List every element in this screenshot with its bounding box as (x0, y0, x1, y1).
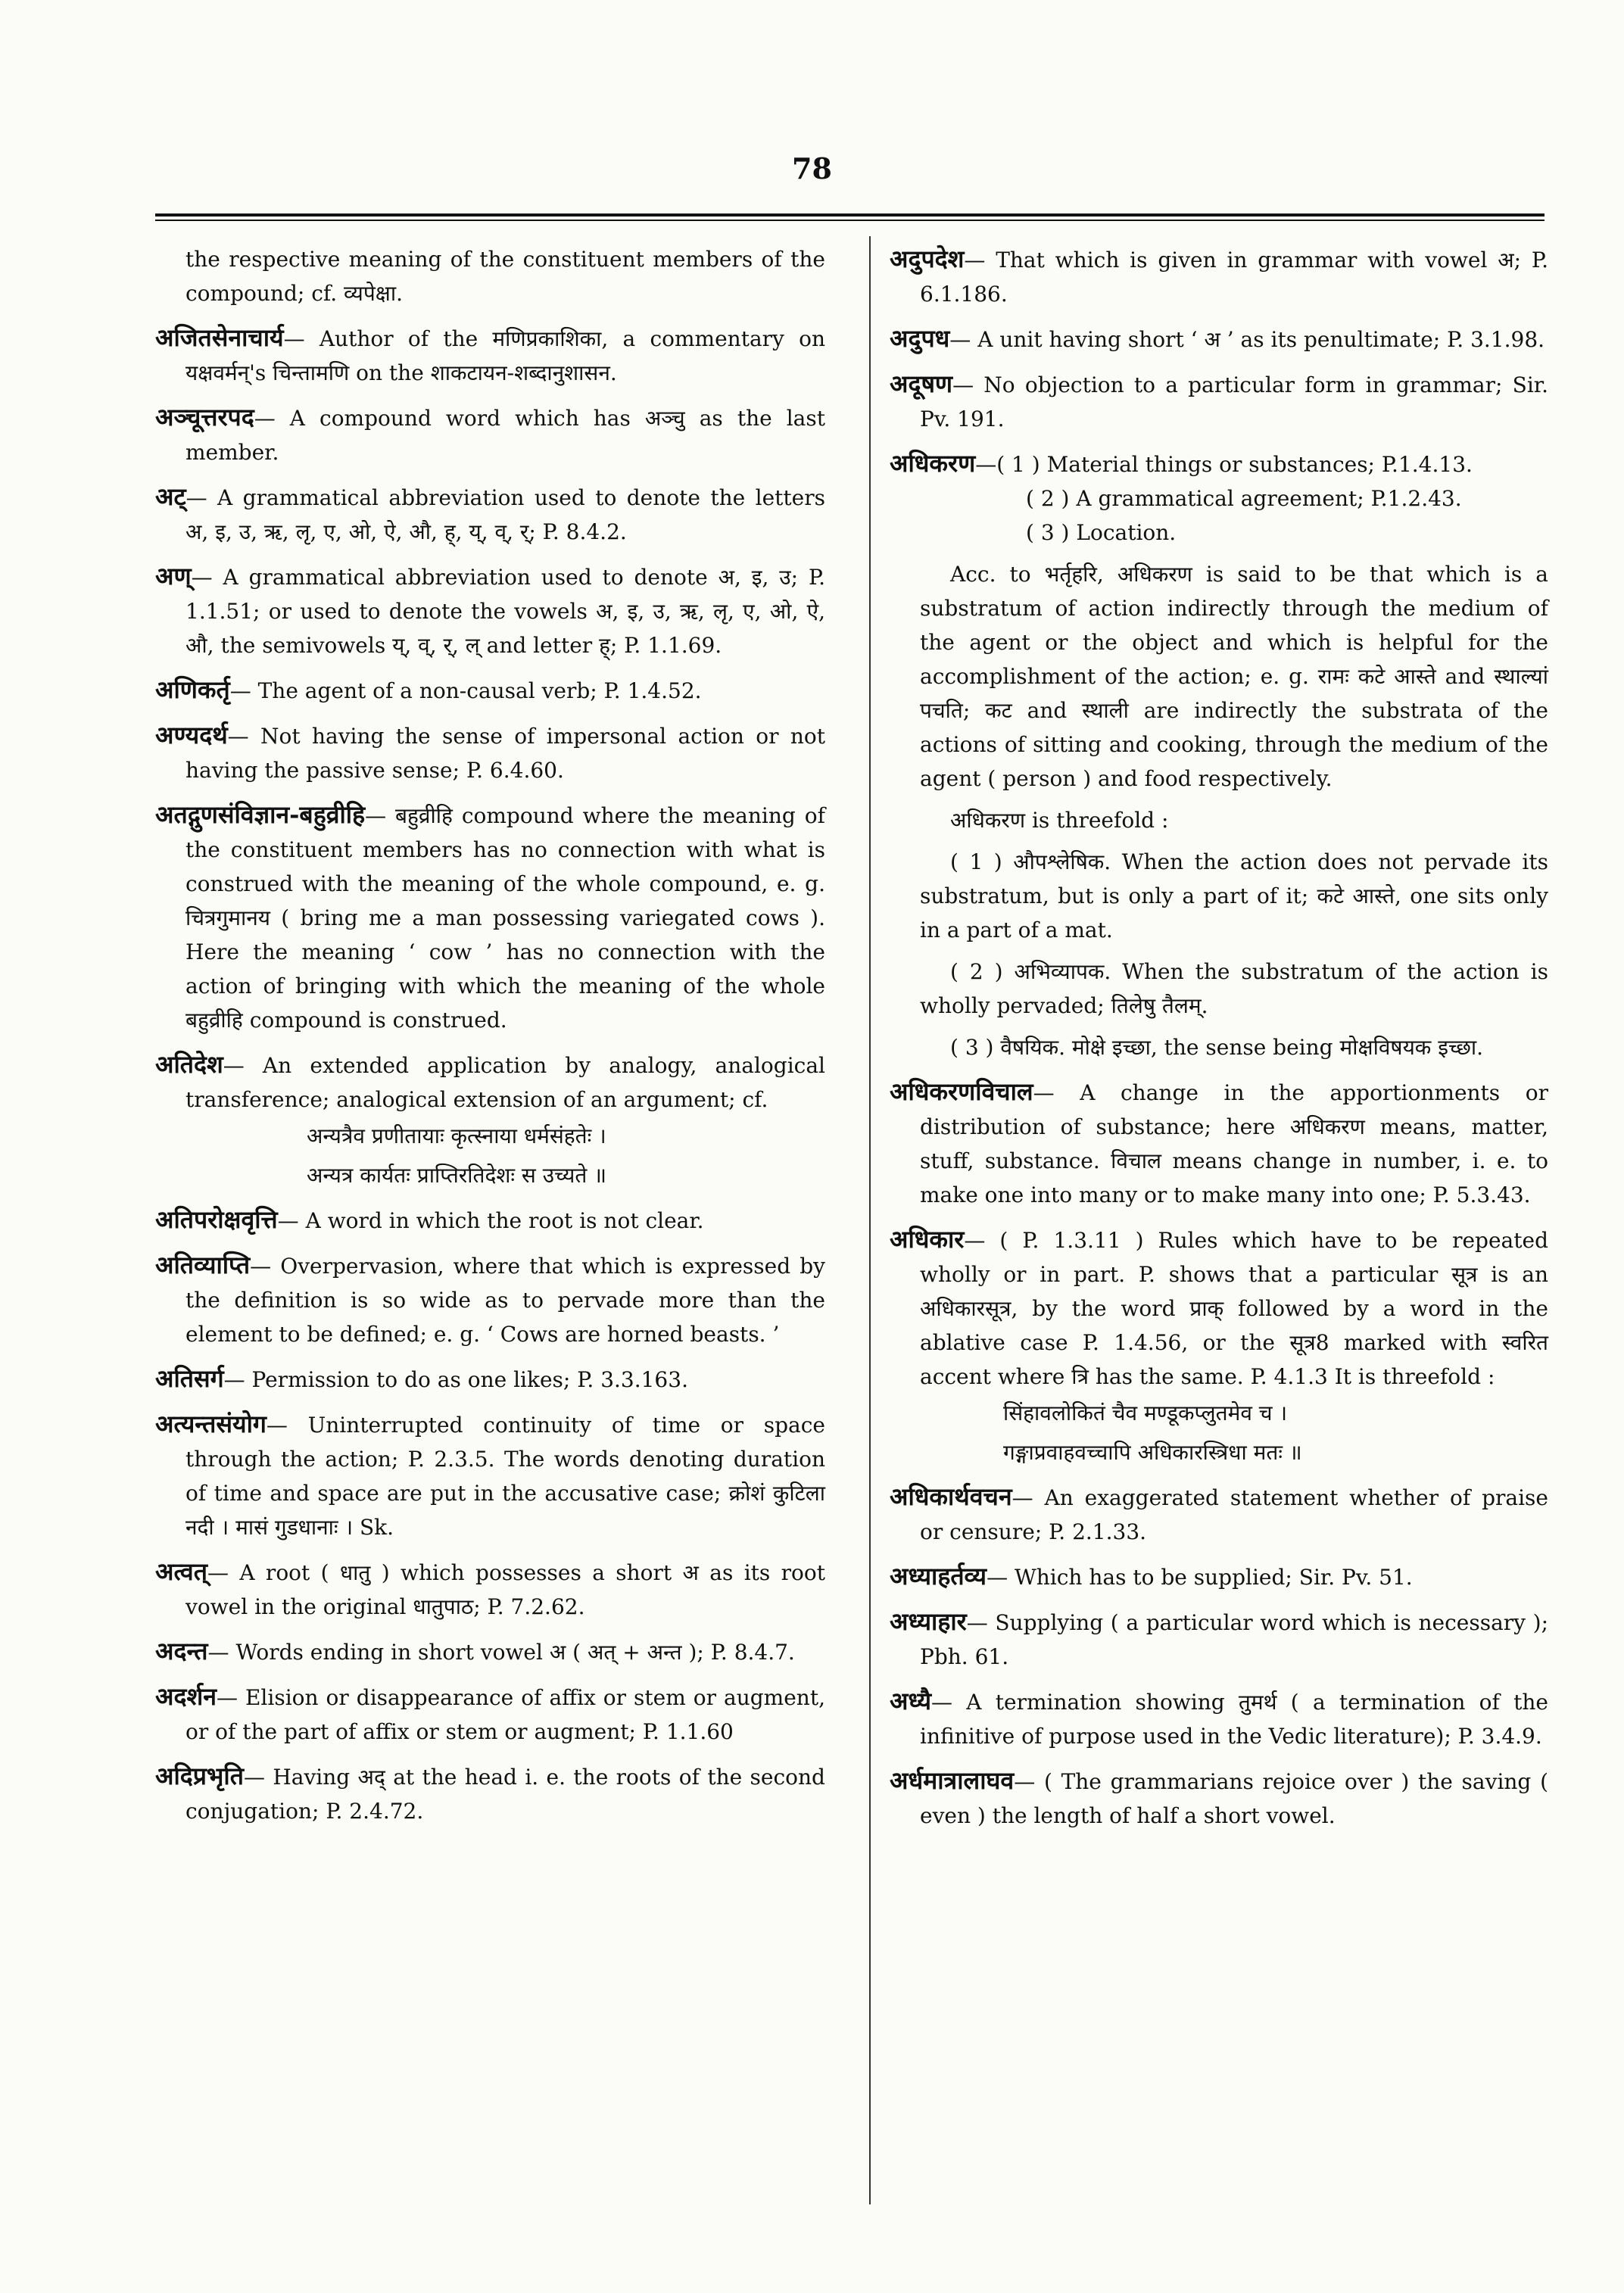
entry-text: An extended application by analogy, analogical transference; analogical extension of an argument; cf. (185, 1053, 825, 1112)
entry-text: No objection to a particular form in grammar; Sir. Pv. 191. (920, 372, 1548, 431)
verse-line: अन्यत्रैव प्रणीतायाः कृत्स्नाया धर्मसंहतेः । (307, 1123, 606, 1148)
headword: अतिदेश (155, 1050, 223, 1079)
headword: अदूषण (890, 369, 953, 398)
headword: अदन्त (155, 1637, 208, 1665)
entry-text: बहुव्रीहि compound where the meaning of the constituent members has no connection with what is construed with the meaning of the whole compound, e. g. चित्रगुमानय ( bring me a man possessing variegated cows ). Here the meaning ‘ cow ’ has no connection with the action of bringing with which the meaning of the whole बहुव्रीहि compound is construed. (185, 803, 825, 1033)
entry-text: Words ending in short vowel अ ( अत् + अन्त ); P. 8.4.7. (235, 1640, 795, 1665)
headword: अतिसर्ग (155, 1364, 224, 1393)
entry-text: Author of the मणिप्रकाशिका, a commentary on यक्षवर्मन्'s चिन्तामणि on the शाकटायन-शब्दानुशासन. (185, 326, 825, 385)
dictionary-entry: अट्— A grammatical abbreviation used to denote the letters अ, इ, उ, ऋ, लृ, ए, ओ, ऐ, औ, ह्, य्, व्, र्; P. 8.4.2. (155, 482, 825, 544)
entry-paragraph: Acc. to भर्तृहरि, अधिकरण is said to be that which is a substratum of action indirectly through the medium of the agent or the object and which is helpful for the accomplishment of the action; e. g. रामः कटे आस्ते and स्थाल्यां पचति; कट and स्थाली are indirectly the substrata of the actions of sitting and cooking, through the medium of the agent ( person ) and food respectively. (920, 562, 1548, 791)
dictionary-entry-adhikarana (890, 447, 1548, 1064)
dictionary-entry: अतद्गुणसंविज्ञान-बहुव्रीहि— बहुव्रीहि compound where the meaning of the constituent members has no connection with what is construed with the meaning of the whole compound, e. g. चित्रगुमानय ( bring me a man possessing variegated cows ). Here the meaning ‘ cow ’ has no connection with the action of bringing with which the meaning of the whole बहुव्रीहि compound is construed. (155, 800, 825, 1033)
entry-text: Having अद् at the head i. e. the roots of the second conjugation; P. 2.4.72. (185, 1765, 825, 1824)
sense-line: ( 3 ) Location. (1026, 520, 1177, 545)
dictionary-entry: अधिकरणविचाल— A change in the apportionments or distribution of substance; here अधिकरण means, matter, stuff, substance. विचाल means change in number, i. e. to make one into many or to make many into one; P. 5.3.43. (890, 1077, 1549, 1207)
entry-text: An exaggerated statement whether of praise or censure; P. 2.1.33. (920, 1485, 1548, 1544)
headword: अजितसेनाचार्य (155, 323, 284, 352)
dictionary-entry: अञ्चूत्तरपद— A compound word which has अञ्चु as the last member. (155, 403, 825, 465)
dictionary-entry: अत्यन्तसंयोग— Uninterrupted continuity of time or space through the action; P. 2.3.5. The words denoting duration of time and space are put in the accusative case; क्रोशं कुटिला नदी । मासं गुडधानाः । Sk. (155, 1410, 825, 1540)
entry-text: A unit having short ‘ अ ’ as its penultimate; P. 3.1.98. (977, 327, 1545, 352)
headword: अधिकरणविचाल (890, 1077, 1033, 1106)
dictionary-entry: अदन्त— Words ending in short vowel अ ( अत् + अन्त ); P. 8.4.7. (155, 1637, 795, 1665)
dictionary-entry: अध्यै— A termination showing तुमर्थ ( a termination of the infinitive of purpose used in the Vedic literature); P. 3.4.9. (890, 1687, 1548, 1749)
entry-paragraph: ( 2 ) अभिव्यापक. When the substratum of the action is wholly pervaded; तिलेषु तैलम्. (920, 959, 1548, 1018)
headword: अण् (155, 562, 192, 590)
sense-line: ( 1 ) Material things or substances; P.1.4.13. (996, 452, 1473, 477)
dictionary-entry: अध्याहर्तव्य— Which has to be supplied; Sir. Pv. 51. (890, 1562, 1413, 1590)
dictionary-entry: अणिकर्तृ— The agent of a non-causal verb; P. 1.4.52. (155, 675, 702, 704)
dictionary-entry: अजितसेनाचार्य— Author of the मणिप्रकाशिका, a commentary on यक्षवर्मन्'s चिन्तामणि on the शाकटायन-शब्दानुशासन. (155, 323, 825, 385)
headword: अत्वत् (155, 1557, 207, 1586)
entry-text: The agent of a non-causal verb; P. 1.4.52. (257, 678, 702, 703)
headword: अध्यै (890, 1687, 932, 1715)
dictionary-entry: अण्यदर्थ— Not having the sense of impersonal action or not having the passive sense; P. 6.4.60. (155, 721, 825, 783)
headword: अधिकरण (890, 449, 976, 478)
entry-text: A root ( धातु ) which possesses a short अ as its root vowel in the original धातुपाठ; P. 7.2.62. (185, 1560, 825, 1619)
entry-paragraph: अधिकरण is threefold : (950, 808, 1169, 833)
dictionary-entry: अर्धमात्रालाघव— ( The grammarians rejoice over ) the saving ( even ) the length of half a short vowel. (890, 1766, 1549, 1828)
entry-text: Which has to be supplied; Sir. Pv. 51. (1014, 1565, 1413, 1590)
entry-paragraph: ( 1 ) औपश्लेषिक. When the action does not pervade its substratum, but is only a part of it; कटे आस्ते, one sits only in a part of a mat. (920, 849, 1548, 942)
headword: अणिकर्तृ (155, 675, 230, 704)
headword: अट् (155, 482, 186, 511)
entry-headline: अधिकरण—( 1 ) Material things or substances; P.1.4.13. (890, 449, 1473, 478)
left-column (155, 242, 825, 1839)
dictionary-entry: अधिकार— ( P. 1.3.11 ) Rules which have to be repeated wholly or in part. P. shows that a particular सूत्र is an अधिकारसूत्र, by the word प्राक् followed by a word in the ablative case P. 1.4.56, or the सूत्र8 marked with स्वरित accent where त्रि has the same. P. 4.1.3 It is threefold : (890, 1225, 1548, 1389)
dictionary-entry: अतिसर्ग— Permission to do as one likes; P. 3.3.163. (155, 1364, 688, 1393)
dictionary-entry (155, 242, 825, 310)
sense-line: ( 2 ) A grammatical agreement; P.1.2.43. (1026, 486, 1462, 511)
right-column (890, 242, 1548, 1843)
entry-text: ( The grammarians rejoice over ) the saving ( even ) the length of half a short vowel. (920, 1769, 1549, 1828)
entry-text: That which is given in grammar with vowel अ; P. 6.1.186. (920, 248, 1548, 307)
headword: अधिकार्थवचन (890, 1482, 1012, 1511)
dictionary-entry: अदुपध— A unit having short ‘ अ ’ as its penultimate; P. 3.1.98. (890, 324, 1545, 353)
headword: अण्यदर्थ (155, 721, 228, 749)
entry-text: Uninterrupted continuity of time or space through the action; P. 2.3.5. The words denoting duration of time and space are put in the accusative case; क्रोशं कुटिला नदी । मासं गुडधानाः । Sk. (185, 1413, 825, 1540)
dictionary-entry: अध्याहार— Supplying ( a particular word which is necessary ); Pbh. 61. (890, 1607, 1548, 1669)
entry-text: the respective meaning of the constituent members of the compound; cf. व्यपेक्षा. (185, 247, 825, 306)
entry-text: Supplying ( a particular word which is necessary ); Pbh. 61. (920, 1610, 1548, 1669)
entry-text: A change in the apportionments or distribution of substance; here अधिकरण means, matter, stuff, substance. विचाल means change in number, i. e. to make one into many or to make many into one; P. 5.3.43. (920, 1080, 1549, 1207)
verse-line: सिंहावलोकितं चैव मण्डूकप्लुतमेव च । (1003, 1400, 1288, 1425)
dictionary-entry: अतिपरोक्षवृत्ति— A word in which the root is not clear. (155, 1205, 704, 1234)
verse-quotation (890, 1397, 1548, 1469)
dictionary-entry: अतिदेश— An extended application by analogy, analogical transference; analogical extension of an argument; cf. (155, 1050, 825, 1112)
headword: अधिकार (890, 1225, 965, 1254)
headword: अतिव्याप्ति (155, 1251, 251, 1279)
entry-text: ( P. 1.3.11 ) Rules which have to be repeated wholly or in part. P. shows that a particular सूत्र is an अधिकारसूत्र, by the word प्राक् followed by a word in the ablative case P. 1.4.56, or the सूत्र8 marked with स्वरित accent where त्रि has the same. P. 4.1.3 It is threefold : (920, 1228, 1548, 1389)
dictionary-entry: अण्— A grammatical abbreviation used to denote अ, इ, उ; P. 1.1.51; or used to denote the vowels अ, इ, उ, ऋ, लृ, ए, ओ, ऐ, औ, the semivowels य्, व्, र्, ल् and letter ह्; P. 1.1.69. (155, 562, 826, 658)
headword: अदिप्रभृति (155, 1762, 244, 1790)
entry-text: A compound word which has अञ्चु as the last member. (185, 406, 825, 465)
dictionary-entry: अदुपदेश— That which is given in grammar with vowel अ; P. 6.1.186. (890, 245, 1548, 307)
headword: अध्याहार (890, 1607, 967, 1636)
dictionary-entry: अतिव्याप्ति— Overpervasion, where that which is expressed by the definition is so wide as to pervade more than the element to be defined; e. g. ‘ Cows are horned beasts. ’ (155, 1251, 825, 1347)
dictionary-entry: अदूषण— No objection to a particular form in grammar; Sir. Pv. 191. (890, 369, 1548, 431)
dictionary-entry: अदर्शन— Elision or disappearance of affix or stem or augment, or of the part of affix or stem or augment; P. 1.1.60 (155, 1682, 825, 1744)
headword: अतिपरोक्षवृत्ति (155, 1205, 278, 1234)
dictionary-entry: अदिप्रभृति— Having अद् at the head i. e. the roots of the second conjugation; P. 2.4.72. (155, 1762, 825, 1824)
entry-text: Overpervasion, where that which is expressed by the definition is so wide as to pervade more than the element to be defined; e. g. ‘ Cows are horned beasts. ’ (185, 1254, 825, 1347)
verse-line: गङ्गाप्रवाहवच्चापि अधिकारस्त्रिधा मतः ॥ (1003, 1440, 1302, 1465)
entry-text: Elision or disappearance of affix or stem or augment, or of the part of affix or stem or augment; P. 1.1.60 (185, 1685, 825, 1744)
entry-text: A grammatical abbreviation used to denote the letters अ, इ, उ, ऋ, लृ, ए, ओ, ऐ, औ, ह्, य्, व्, र्; P. 8.4.2. (185, 485, 825, 544)
verse-line: अन्यत्र कार्यतः प्राप्तिरतिदेशः स उच्यते ॥ (307, 1163, 607, 1188)
entry-text: A word in which the root is not clear. (305, 1208, 704, 1233)
headword: अर्धमात्रालाघव (890, 1766, 1015, 1795)
headword: अध्याहर्तव्य (890, 1562, 987, 1590)
entry-text: Permission to do as one likes; P. 3.3.163. (251, 1367, 688, 1392)
headword: अदुपध (890, 324, 950, 353)
header-rule (155, 213, 1545, 221)
headword: अञ्चूत्तरपद (155, 403, 254, 431)
column-divider (869, 236, 871, 2204)
page-number: 78 (792, 151, 832, 185)
entry-text: A termination showing तुमर्थ ( a termination of the infinitive of purpose used in the Vedic literature); P. 3.4.9. (920, 1690, 1548, 1749)
entry-text: Not having the sense of impersonal action or not having the passive sense; P. 6.4.60. (185, 724, 825, 783)
entry-text: A grammatical abbreviation used to denote अ, इ, उ; P. 1.1.51; or used to denote the vowels अ, इ, उ, ऋ, लृ, ए, ओ, ऐ, औ, the semivowels य्, व्, र्, ल् and letter ह्; P. 1.1.69. (185, 565, 826, 658)
verse-quotation (155, 1120, 825, 1192)
headword: अत्यन्तसंयोग (155, 1410, 267, 1438)
dictionary-entry: अत्वत्— A root ( धातु ) which possesses a short अ as its root vowel in the original धातुपाठ; P. 7.2.62. (155, 1557, 825, 1619)
headword: अतद्गुणसंविज्ञान-बहुव्रीहि (155, 800, 366, 829)
dictionary-entry: अधिकार्थवचन— An exaggerated statement whether of praise or censure; P. 2.1.33. (890, 1482, 1548, 1544)
entry-paragraph: ( 3 ) वैषयिक. मोक्षे इच्छा, the sense being मोक्षविषयक इच्छा. (950, 1035, 1484, 1060)
headword: अदुपदेश (890, 245, 965, 273)
headword: अदर्शन (155, 1682, 217, 1711)
